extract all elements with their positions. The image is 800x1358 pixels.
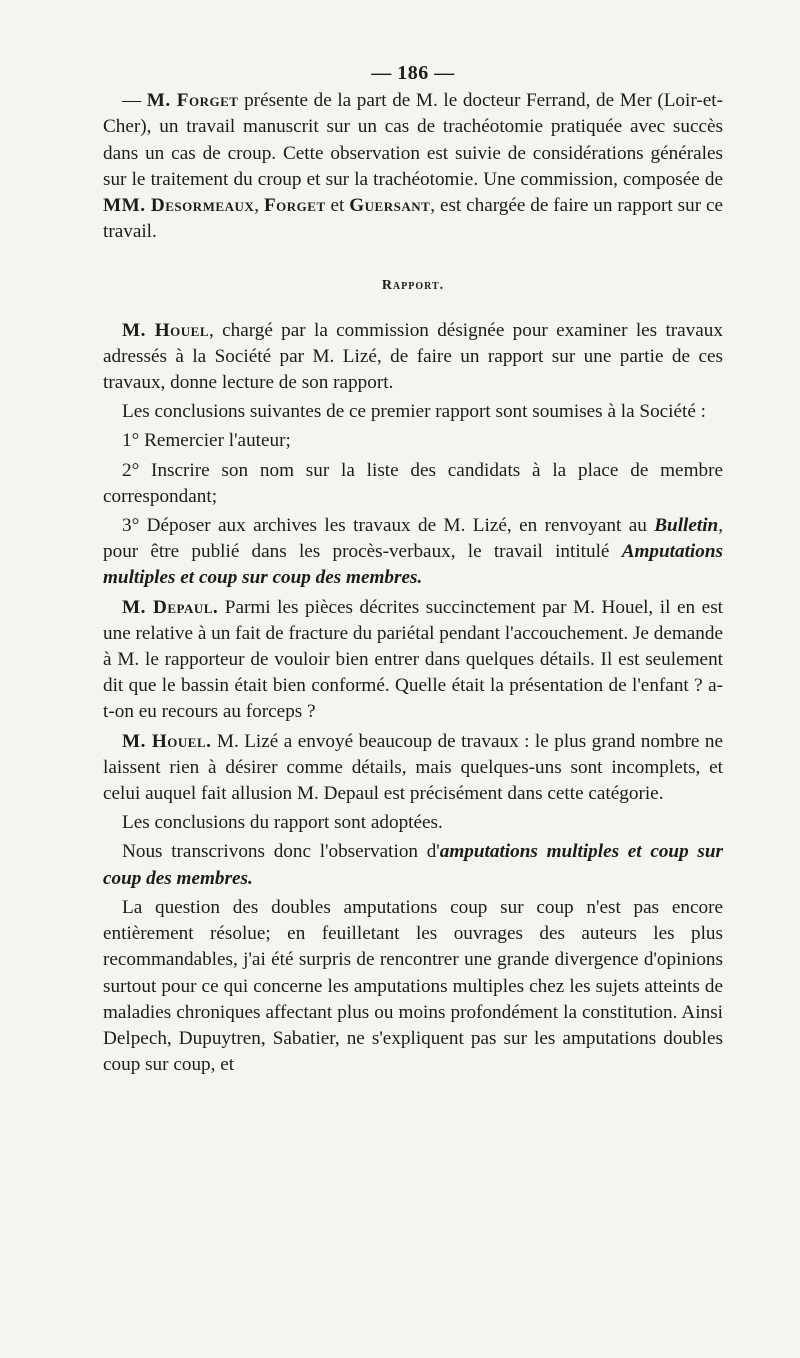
paragraph-text: Parmi les pièces décrites succinctement par M. Houel, il en est une relative à un fait de fracture du pariétal pendant l'accouchement. Je demande à M. le rapporteur de vouloir bien entrer dans quelques détails. Il est seulement dit que le bassin était bien conformé. Quelle était la présentation de l'enfant ? a-t-on eu recours au forceps ? bbox=[103, 596, 723, 723]
commission-name: MM. Desormeaux bbox=[103, 195, 255, 217]
commission-name: Forget bbox=[263, 195, 326, 217]
paragraph-text: , est chargée de faire un rapport sur ce travail. bbox=[103, 195, 723, 243]
paragraph-text: et bbox=[325, 195, 350, 217]
section-heading: Rapport. bbox=[381, 278, 445, 294]
paragraph-houel-report bbox=[103, 318, 723, 397]
paragraph-transcription bbox=[103, 839, 723, 891]
speaker-name: M. Houel. bbox=[122, 730, 212, 752]
paragraph-text: 3° Déposer aux archives les travaux de M. Lizé, en renvoyant au bbox=[122, 515, 655, 537]
paragraph-text: M. Lizé a envoyé beaucoup de travaux : le plus grand nombre ne laissent rien à désirer comme détails, mais quelques-uns sont incomplets, et celui auquel fait allusion M. Depaul est précisément dans cette catégorie. bbox=[103, 730, 723, 805]
list-item: 2° Inscrire son nom sur la liste des candidats à la place de membre correspondant; bbox=[103, 459, 723, 507]
paragraph-text: , pour être publié dans les procès-verbaux, le travail intitulé bbox=[103, 515, 723, 563]
paragraph-adopted: Les conclusions du rapport sont adoptées. bbox=[122, 812, 443, 834]
commission-name: Guersant bbox=[349, 195, 431, 217]
paragraph-text: présente de la part de M. le docteur Ferrand, de Mer (Loir-et-Cher), un travail manuscrit sur un cas de trachéotomie pratiquée avec succès dans un cas de croup. Cette observation est suivie de considérations générales sur le traitement du croup et sur la trachéotomie. Une commission, composée de bbox=[103, 90, 723, 190]
speaker-name: M. Houel bbox=[122, 319, 209, 341]
dash: — bbox=[122, 90, 147, 112]
page-number: — 186 — bbox=[371, 62, 455, 84]
paragraph-conclusions: Les conclusions suivantes de ce premier rapport sont soumises à la Société : bbox=[122, 401, 707, 423]
text-block bbox=[103, 60, 723, 1078]
paragraph-forget bbox=[103, 88, 723, 245]
paragraph-question: La question des doubles amputations coup sur coup n'est pas encore entièrement résolue; en feuilletant les ouvrages des auteurs les plus recommandables, j'ai été surpris de rencontrer une grande divergence d'opinions surtout pour ce qui concerne les amputations multiples chez les sujets atteints de maladies chroniques affectant plus ou moins profondément la constitution. Ainsi Delpech, Dupuytren, Sabatier, ne s'expliquent pas sur les amputations doubles coup sur coup, et bbox=[103, 896, 723, 1076]
speaker-name: M. Depaul. bbox=[122, 596, 219, 618]
list-item bbox=[103, 513, 723, 592]
italic-text: amputations multiples et coup sur coup des membres. bbox=[103, 841, 723, 889]
italic-text: Amputations multiples et coup sur coup des membres. bbox=[103, 541, 723, 589]
list-item: 1° Remercier l'auteur; bbox=[122, 430, 291, 452]
paragraph-depaul bbox=[103, 595, 723, 726]
paragraph-text: , bbox=[254, 195, 264, 217]
paragraph-houel-reply bbox=[103, 729, 723, 808]
speaker-name: M. Forget bbox=[146, 90, 239, 112]
paragraph-text: Nous transcrivons donc l'observation d' bbox=[122, 841, 440, 863]
paragraph-text: , chargé par la commission désignée pour examiner les travaux adressés à la Société par M. Lizé, de faire un rapport sur une partie de ces travaux, donne lecture de son rapport. bbox=[103, 319, 723, 394]
italic-text: Bulletin bbox=[654, 515, 719, 537]
